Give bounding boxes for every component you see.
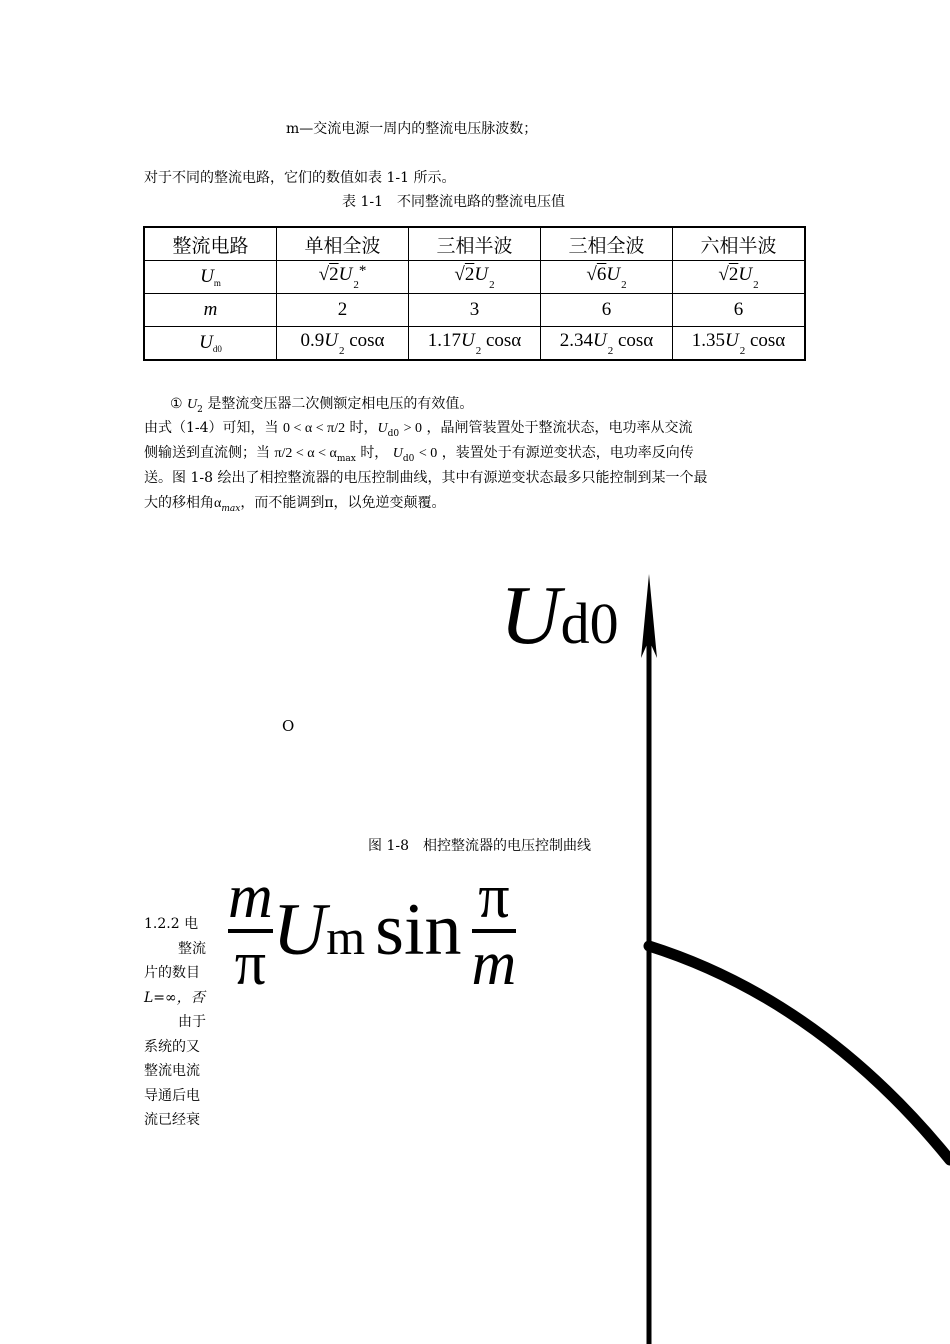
- paragraph-line: 侧输送到直流侧；当 $\pi/2 < \alpha < \alpha_{max}$ 时， $U_{d0} < 0$ ，装置处于有源逆变状态，电功率反向传: [144, 445, 694, 464]
- m-value-cell: 6: [673, 294, 806, 327]
- section-text: [144, 912, 206, 1133]
- table-header-cell: 三相半波: [409, 227, 541, 261]
- table-header-cell: 整流电路: [144, 227, 277, 261]
- paragraph-line: 送。图 1-8 绘出了相控整流器的电压控制曲线，其中有源逆变状态最多只能控制到某一个最: [144, 470, 708, 486]
- section-line: 整流: [178, 940, 206, 957]
- table-header-cell: 六相半波: [673, 227, 806, 261]
- axis-label-ud0: Ud0: [500, 569, 619, 662]
- m-value-cell: 2: [277, 294, 409, 327]
- m-value-cell: 3: [409, 294, 541, 327]
- m-value-cell: 6: [541, 294, 673, 327]
- section-line: 片的数目: [144, 965, 200, 981]
- ud0-value-cell: $0.9U_2$ cosα: [277, 327, 409, 361]
- formula-fraction-pi-over-m: $\frac{\pi}{m}$: [471, 863, 517, 998]
- section-line: 流已经衰: [144, 1112, 200, 1128]
- um-value-cell: $√2U_2$: [673, 261, 806, 294]
- table-header-cell: 单相全波: [277, 227, 409, 261]
- formula-fraction-m-over-pi: $\frac{m}{\pi}$: [228, 863, 273, 998]
- origin-label: O: [282, 717, 295, 735]
- m-definition: m—交流电源一周内的整流电压脉波数；: [286, 121, 538, 137]
- m-label-cell: m: [144, 294, 277, 327]
- paragraph-line: 大的移相角$\alpha_{max}$，而不能调到π，以免逆变颠覆。: [144, 495, 446, 514]
- um-value-cell: $√6U_2$: [541, 261, 673, 294]
- ud0-value-cell: $1.35U_2$ cosα: [673, 327, 806, 361]
- section-line: 系统的又: [144, 1038, 200, 1055]
- section-line: L=∞，否: [144, 989, 205, 1006]
- section-line: 1.2.2 电: [144, 916, 199, 932]
- section-line: 整流电流: [144, 1063, 200, 1079]
- um-value-cell: $√2U_2$: [409, 261, 541, 294]
- table-header-cell: 三相全波: [541, 227, 673, 261]
- formula-sin: sin: [375, 889, 462, 972]
- um-label-cell: $U_m$: [144, 261, 277, 294]
- formula-um: Um: [272, 889, 366, 972]
- table-intro: 对于不同的整流电路，它们的数值如表 1-1 所示。: [144, 170, 456, 186]
- ud0-label-cell: $U_{d0}$: [144, 327, 277, 361]
- ud0-value-cell: $1.17U_2$ cosα: [409, 327, 541, 361]
- section-line: 导通后电: [144, 1087, 200, 1104]
- curve-formula: [212, 863, 624, 998]
- voltage-curve: [649, 946, 950, 1160]
- um-value-cell: $√2U_2^*$: [277, 261, 409, 294]
- table-footnote: ① $U_2$ 是整流变压器二次侧额定相电压的有效值。: [170, 396, 474, 415]
- section-line: 由于: [178, 1014, 206, 1030]
- table-caption: 表 1-1 不同整流电路的整流电压值: [342, 194, 565, 210]
- paragraph-line: 由式（1-4）可知，当 0 < α < π/2 时，$U_{d0} > 0$ ，晶闸管装置处于整流状态，电功率从交流: [144, 420, 693, 439]
- figure-caption: 图 1-8 相控整流器的电压控制曲线: [368, 838, 591, 854]
- ud0-value-cell: $2.34U_2$ cosα: [541, 327, 673, 361]
